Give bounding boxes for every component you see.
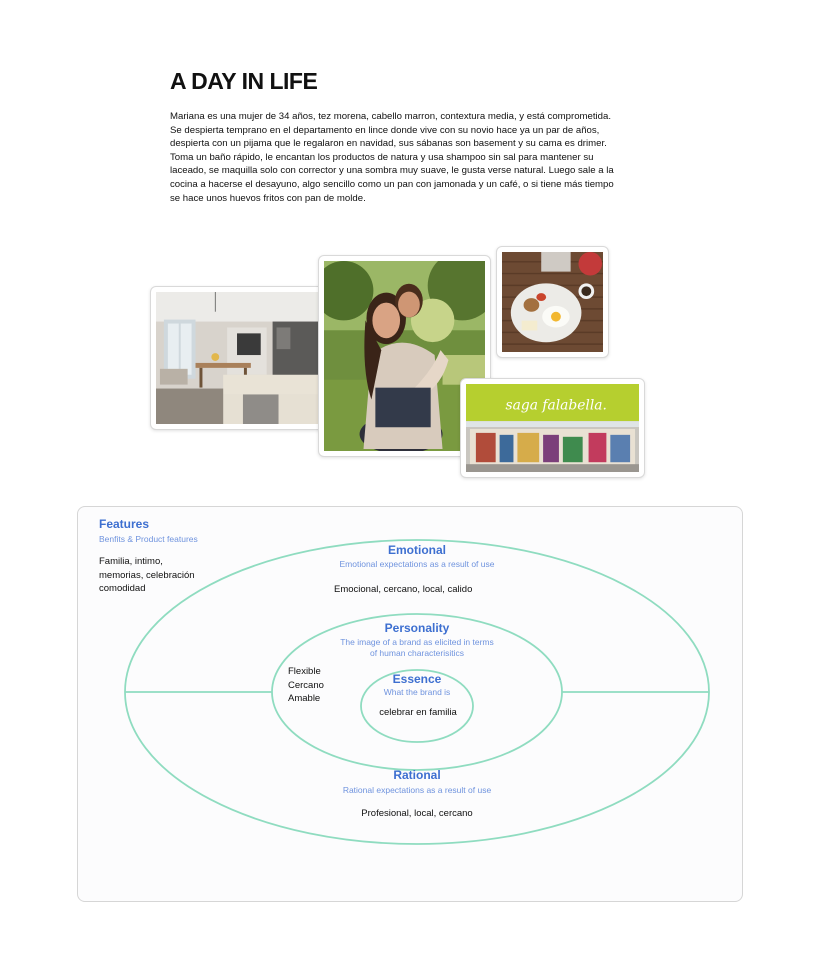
personality-subtitle-line: of human characterisitics bbox=[369, 647, 464, 658]
rational-subtitle: Rational expectations as a result of use bbox=[342, 785, 492, 795]
store-sign-text: saga falabella. bbox=[505, 397, 607, 414]
features-values bbox=[99, 555, 195, 596]
personality-value: Amable bbox=[288, 693, 321, 705]
breakfast-photo bbox=[496, 246, 609, 358]
features-value: memorias, celebración bbox=[99, 569, 195, 581]
personality-value: Flexible bbox=[288, 666, 321, 677]
personality-value: Cercano bbox=[288, 679, 324, 691]
apartment-photo bbox=[150, 286, 327, 430]
personality-subtitle-line: The image of a brand as elicited in terms bbox=[340, 637, 494, 647]
store-photo bbox=[460, 378, 645, 478]
intro-paragraph-2: Se despierta temprano en el departamento en lince donde vive con su novio hace ya un par de años, despierta con un pijama que le regalaron en navidad, sus sábanas son basement y su cama es drimer. Toma un baño rápido, le encantan los productos de natura y usa shampoo sin sal para mantener su laceado, se maquilla solo con corrector y una sombra muy suave, le gusta verse natural. Luego sale a la cocina a hacerse el desayuno, algo sencillo como un pan con jamonada y un café, o si tiene más tiempo se hace unos huevos fritos con pan de molde. bbox=[170, 124, 614, 204]
rational-title: Rational bbox=[393, 768, 441, 782]
features-subtitle: Benfits & Product features bbox=[99, 534, 198, 544]
essence-title: Essence bbox=[392, 672, 442, 686]
features-title: Features bbox=[99, 517, 150, 531]
brand-wheel-card bbox=[77, 506, 743, 902]
intro-text bbox=[170, 110, 615, 205]
features-value: comodidad bbox=[99, 583, 146, 595]
emotional-value: Emocional, cercano, local, calido bbox=[334, 584, 473, 595]
features-value: Familia, intimo, bbox=[99, 556, 163, 567]
personality-subtitle bbox=[297, 637, 537, 658]
rational-value: Profesional, local, cercano bbox=[361, 808, 473, 819]
page-title: A DAY IN LIFE bbox=[170, 68, 318, 94]
personality-title: Personality bbox=[384, 621, 450, 635]
emotional-title: Emotional bbox=[387, 543, 446, 557]
intro-paragraph-1: Mariana es una mujer de 34 años, tez morena, cabello marron, contextura media, y está comprometida. bbox=[170, 111, 612, 122]
emotional-subtitle: Emotional expectations as a result of use bbox=[339, 559, 495, 569]
personality-values bbox=[288, 665, 324, 706]
essence-value: celebrar en familia bbox=[379, 707, 457, 718]
essence-subtitle: What the brand is bbox=[383, 687, 451, 697]
